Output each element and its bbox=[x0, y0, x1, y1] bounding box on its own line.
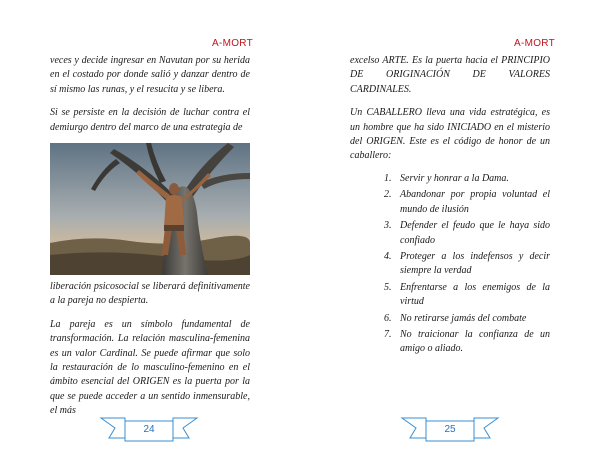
page-number-ribbon bbox=[99, 416, 199, 446]
page-number: 25 bbox=[444, 424, 456, 435]
list-item: 3. Defender el feudo que le haya sido confiado bbox=[384, 220, 550, 246]
list-item: 2. Abandonar por propia voluntad el mundo de ilusión bbox=[384, 189, 550, 215]
list-item: 6. No retirarse jamás del combate bbox=[384, 312, 527, 324]
paragraph: Si se persiste en la decisión de luchar contra el demiurgo dentro del marco de una estrategia de bbox=[50, 107, 250, 133]
paragraph: veces y decide ingresar en Navutan por su herida en el costado por donde salió y danzar dentro de sí mismo las runas, y el resucita y se libera. bbox=[50, 55, 250, 95]
paragraph: excelso ARTE. Es la puerta hacia el PRINCIPIO DE ORIGINACIÓN DE VALORES CARDINALES. bbox=[350, 55, 550, 95]
list-item: 7. No traicionar la confianza de un amigo o aliado. bbox=[384, 329, 550, 355]
text-block bbox=[350, 54, 550, 173]
page-number-ribbon bbox=[400, 416, 500, 446]
right-page bbox=[300, 0, 600, 458]
list-item: 4. Proteger a los indefensos y decir siempre la verdad bbox=[384, 251, 550, 277]
paragraph: La pareja es un símbolo fundamental de transformación. La relación masculina-femenina es un valor Cardinal. Se puede afirmar que solo la restauración de lo masculino-femenino en el ámbito esencial del ORIGEN es la puerta por la que se puede acceder a un sentido inmensurable, el más bbox=[50, 318, 250, 417]
paragraph: liberación psicosocial se liberará definitivamente a la pareja no despierta. bbox=[50, 281, 250, 307]
running-header: A-MORT bbox=[514, 38, 556, 49]
text-block-bottom bbox=[50, 280, 250, 428]
running-header: A-MORT bbox=[212, 38, 254, 49]
page-number: 24 bbox=[143, 424, 155, 435]
paragraph: Un CABALLERO lleva una vida estratégica, es un hombre que ha sido INICIADO en el misterio del ORIGEN. Este es el código de honor de un caballero: bbox=[350, 107, 550, 162]
list-item: 1. Servir y honrar a la Dama. bbox=[384, 173, 509, 184]
crucified-warrior-photo bbox=[50, 143, 250, 275]
list-item: 5. Enfrentarse a los enemigos de la virtud bbox=[384, 281, 550, 308]
text-block-top bbox=[50, 54, 250, 144]
code-of-honor-list bbox=[384, 172, 550, 359]
